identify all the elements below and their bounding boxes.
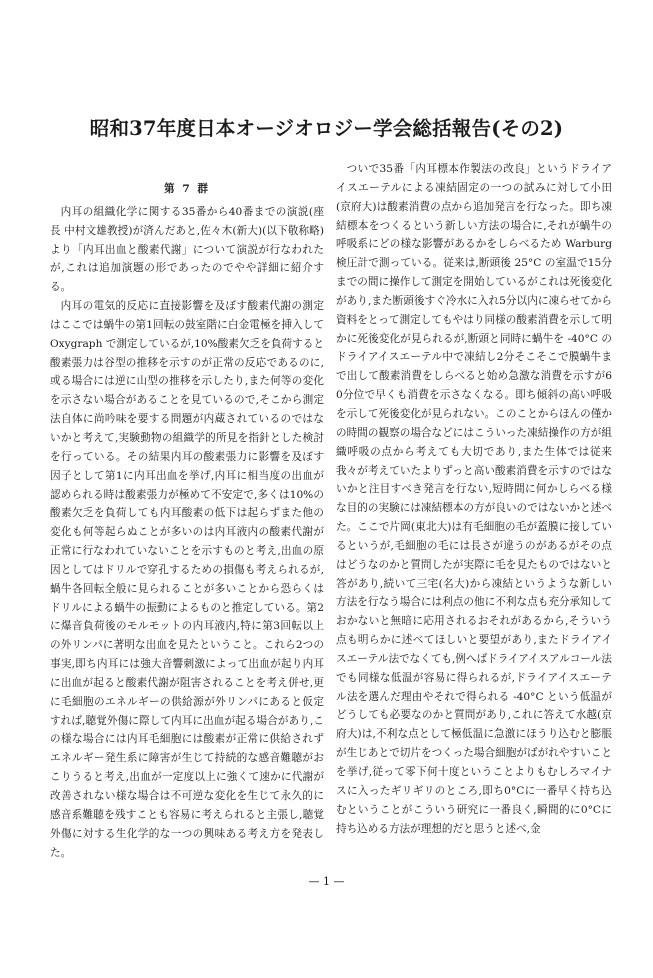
left-paragraph-2: 内耳の電気的反応に直接影響を及ぼす酸素代謝の測定はここでは蝸牛の第1回転の鼓室階に白金電極を挿入して Oxygraph で測定しているが,10%酸素欠乏を負荷すると酸素張力は谷型の推移を示すのが正常の反応であるのに,或る場合には逆に山型の推移を示したり,また何等の変化を示さない場合があることを見ているので,そこから測定法自体に尚吟味を要する問題が内蔵されているのではないかと考えて,実験動物の組織学的所見を指針とした検討を行っている。その結果内耳の酸素張力に影響を及ぼす因子として第1に内耳出血を挙げ,内耳に相当度の出血が認められる時は酸素張力が極めて不安定で,多くは10%の酸素欠乏を負荷しても内耳酸素の低下は起らずまた他の変化も何等起らぬことが多いのは内耳液内の酸素代謝が正常に行なわれていないことを示すものと考え,出血の原因としてはドリルで穿孔するための損傷も考えられるが,蝸牛各回転全般に見られることが多いことから恐らくはドリルによる蝸牛の振動によるものと推定している。第2に爆音負荷後のモルモットの内耳液内,特に第3回転以上の外リンパに著明な出血を見たということ。これら2つの事実,即ち内耳には強大音響刺激によって出血が起り内耳に出血が起ると酸素代謝が阻害されることを考え併せ,更に毛細胞のエネルギーの供給源が外リンパにあると仮定すれば,聴覚外傷に際して内耳に出血が起る場合があり,この様な場合には内耳毛細胞には酸素が正常に供給されずエネルギー発生系に障害が生じて持続的な感音難聴がおこりうると考え,出血が一定度以上に強くて速かに代謝が改善されない様な場合は不可逆な変化を生じて永久的に感音系難聴を残すことも容易に考えられると主張し,聴覚外傷に対する生化学的な一つの興味ある考え方を発表した。 xyxy=(50,300,324,859)
left-column xyxy=(50,160,324,862)
page-number: — 1 — xyxy=(308,875,345,888)
page-title: 昭和37年度日本オージオロジー学会総括報告(その2) xyxy=(89,117,564,140)
left-paragraph-1: 内耳の組織化学に関する35番から40番までの演説(座長 中村文雄教授)が済んだあと,佐々木(新大)(以下敬称略)より「内耳出血と酸素代謝」について演説が行なわれたが,これは追加演題の形であったのでやや詳細に紹介する。 xyxy=(50,205,324,294)
section-heading: 第 7 群 xyxy=(164,183,210,195)
right-column xyxy=(336,160,612,838)
right-paragraph-1: ついで35番「内耳標本作製法の改良」というドライアイスエーテルによる凍結固定の一つの試みに対して小田(京府大)は酸素消費の点から追加発言を行なった。即ち凍結標本をつくるという新しい方法の場合に,それが蝸牛の呼吸系にどの様な影響があるかをしらべるため Warburg 検圧計で測っている。従来は,断頭後 25°C の室温で15分までの間に操作して測定を開始しているがこれは死後変化があり,また断頭後すぐ冷水に入れ5分以内に凍らせてから資料をとって測定してもやはり同様の酸素消費を示して明かに死後変化が見られるが,断頭と同時に蝸牛を -40°C のドライアイスエーテル中で凍結し2分そこそこで膜蝸牛まで出して酸素消費をしらべると始め急激な消費を示すが60分位で早くも消費を示さなくなる。即ち傾斜の高い呼吸を示して死後変化が見られない。このことからほんの僅かの時間の観察の場合などにはこういった凍結操作の方が組織呼吸の点から考えても大切であり,また生体では従来我々が考えていたよりずっと高い酸素消費を示すのではないかと注目すべき発言を行ない,短時間に何かしらべる様な目的の実験には凍結標本の方が良いのではないかと述べた。ここで片岡(東北大)は有毛細胞の毛が蓋膜に接しているというが,毛細胞の毛には長さが違うのがあるがその点はどうなのかと質問したが実際に毛を見たものではないと答があり,続いて三宅(名大)から凍結というような新しい方法を行なう場合には利点の他に不利な点も充分承知しておかないと無暗に応用されるおそれがあるから,そういう点も明らかに述べてほしいと要望があり,またドライアイスエーテル法でなくても,例へばドライアイスアルコール法でも同様な低温が容易に得られるが,ドライアイスエーテル法を選んだ理由やそれで得られる -40°C という低温がどうしても必要なのかと質問があり,これに答えて水越(京府大)は,不利な点として極低温に急激にほうり込むと膨脹が生じあとで切片をつくった場合細胞がばがれやすいことを挙げ,従って零下何十度ということよりもむしろマイナスに入ったギリギリのところ,即ち0°Cに一番早く持ち込むということがこういう研究に一番良く,瞬間的に0°Cに持ち込める方法が理想的だと思うと述べ,金 xyxy=(336,163,612,835)
